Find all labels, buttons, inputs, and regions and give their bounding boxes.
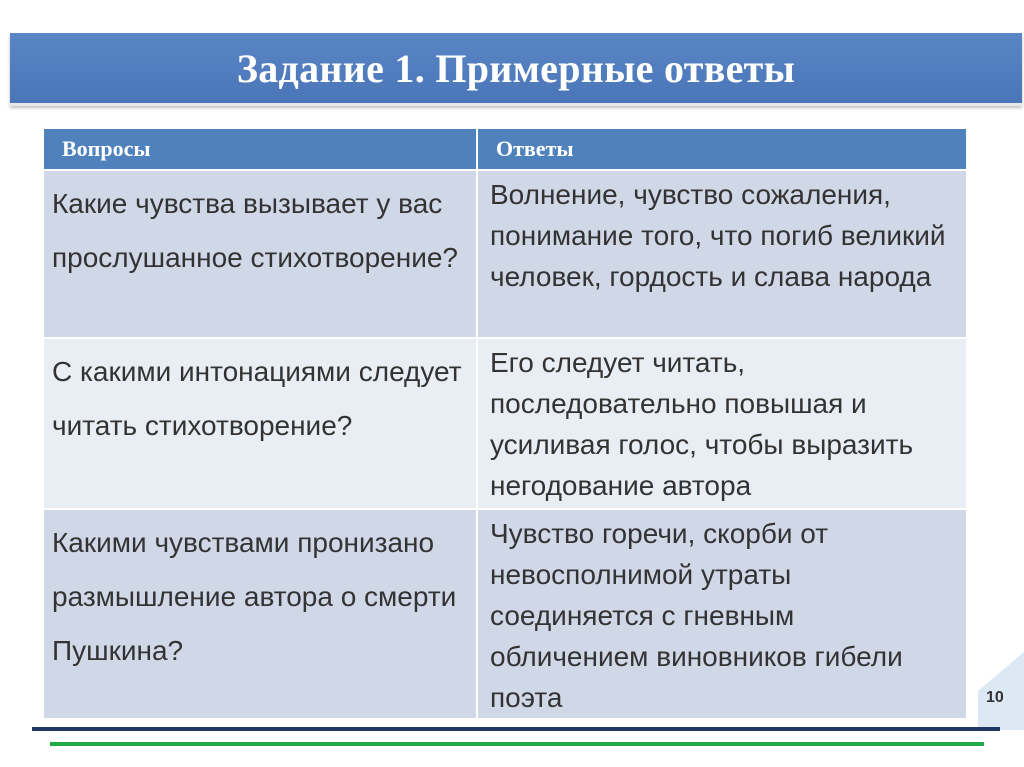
header-answers: Ответы (477, 128, 967, 170)
question-cell: Какие чувства вызывает у вас прослушанное стихотворение? (43, 170, 477, 338)
table-row (43, 338, 967, 509)
table-row (43, 170, 967, 338)
footer-line-green (50, 742, 984, 746)
answer-cell: Чувство горечи, скорби от невосполнимой утраты соединяется с гневным обличением виновников гибели поэта (477, 509, 967, 719)
answer-cell: Волнение, чувство сожаления, понимание того, что погиб великий человек, гордость и слава народа (477, 170, 967, 338)
footer-line-navy (32, 727, 1000, 731)
header-questions: Вопросы (43, 128, 477, 170)
page-number: 10 (986, 689, 1004, 706)
slide-title-bar (10, 33, 1022, 106)
answer-cell: Его следует читать, последовательно повышая и усиливая голос, чтобы выразить негодование автора (477, 338, 967, 509)
slide-title: Задание 1. Примерные ответы (236, 45, 796, 91)
qa-table (42, 127, 968, 720)
question-cell: С какими интонациями следует читать стихотворение? (43, 338, 477, 509)
question-cell: Какими чувствами пронизано размышление автора о смерти Пушкина? (43, 509, 477, 719)
table-header-row (43, 128, 967, 170)
table-row (43, 509, 967, 719)
